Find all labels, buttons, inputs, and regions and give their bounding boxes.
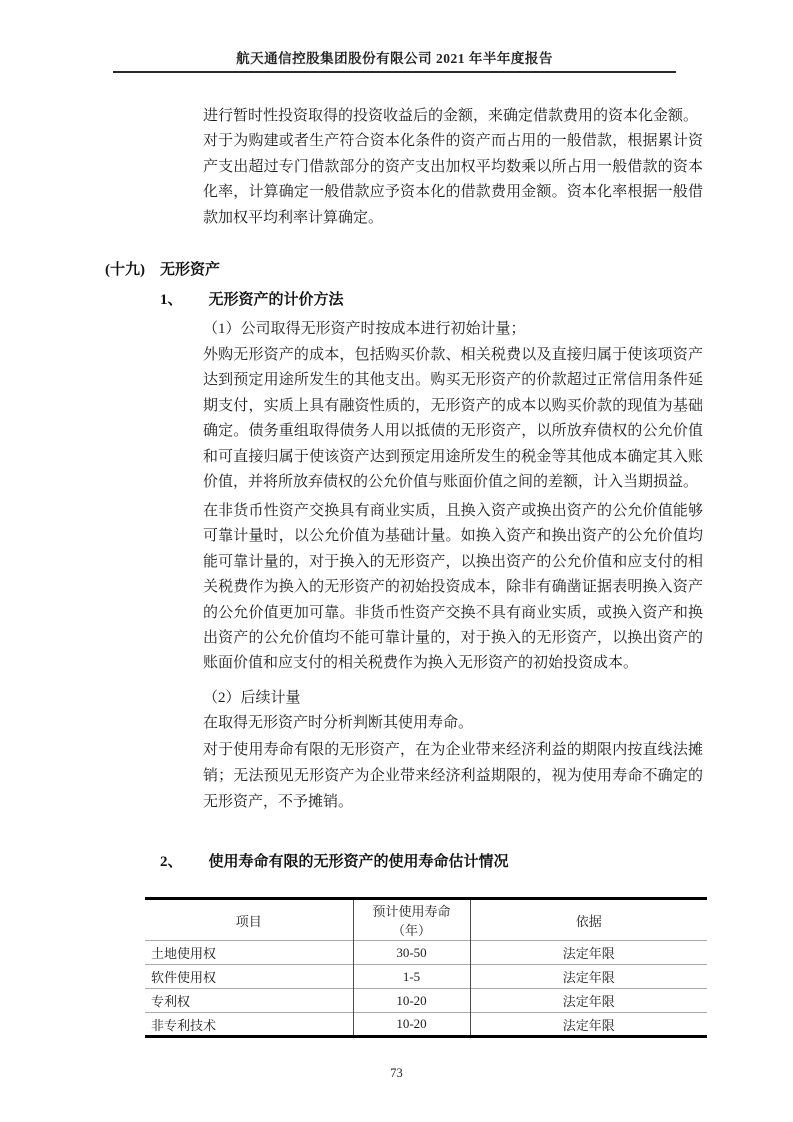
table-header-row xyxy=(145,899,707,941)
table-header-basis: 依据 xyxy=(470,899,707,941)
subitem-2-subsequent-measurement: （2）后续计量 xyxy=(203,690,301,706)
table-cell-life: 30-50 xyxy=(353,941,470,965)
table-cell-basis: 法定年限 xyxy=(470,965,707,989)
section-heading-19 xyxy=(105,258,220,279)
table-row xyxy=(145,941,707,965)
table-row xyxy=(145,989,707,1013)
table-cell-basis: 法定年限 xyxy=(470,989,707,1013)
heading-2-number: 2、 xyxy=(160,854,183,870)
table-cell-life: 1-5 xyxy=(353,965,470,989)
heading-item-1 xyxy=(160,288,344,309)
heading-2-title: 使用寿命有限的无形资产的使用寿命估计情况 xyxy=(208,854,509,870)
paragraph-useful-life-judgment: 在取得无形资产时分析判断其使用寿命。 xyxy=(203,715,474,731)
table-cell-life: 10-20 xyxy=(353,1013,470,1037)
paragraph-general-borrowings-text: 对于为购建或者生产符合资本化条件的资产而占用的一般借款，根据累计资产支出超过专门借款部分的资产支出加权平均数乘以所占用一般借款的资本化率，计算确定一般借款应予资本化的借款费用金额。资本化率根据一般借款加权平均利率计算确定。 xyxy=(203,133,703,226)
paragraph-borrowing-costs xyxy=(203,104,703,231)
table-cell-life: 10-20 xyxy=(353,989,470,1013)
table-cell-item: 土地使用权 xyxy=(145,941,353,965)
section-number: (十九) xyxy=(105,262,145,278)
header-rule xyxy=(113,71,676,73)
page-header-title: 航天通信控股集团股份有限公司 2021 年半年度报告 xyxy=(236,51,553,66)
table-cell-item: 专利权 xyxy=(145,989,353,1013)
useful-life-estimate-table xyxy=(145,897,707,1038)
table-row xyxy=(145,965,707,989)
table-row xyxy=(145,1013,707,1037)
paragraph-amortization-policy: 对于使用寿命有限的无形资产，在为企业带来经济利益的期限内按直线法摊销；无法预见无形资产为企业带来经济利益期限的，视为使用寿命不确定的无形资产，不予摊销。 xyxy=(203,742,703,810)
paragraph-carryover-text: 进行暂时性投资取得的投资收益后的金额，来确定借款费用的资本化金额。 xyxy=(203,108,699,124)
table-cell-basis: 法定年限 xyxy=(470,941,707,965)
paragraph-purchased-intangibles: 外购无形资产的成本，包括购买价款、相关税费以及直接归属于使该项资产达到预定用途所发生的其他支出。购买无形资产的价款超过正常信用条件延期支付，实质上具有融资性质的，无形资产的成本以购买价款的现值为基础确定。债务重组取得债务人用以抵债的无形资产，以所放弃债权的公允价值和可直接归属于使该资产达到预定用途所发生的税金等其他成本确定其入账价值，并将所放弃债权的公允价值与账面价值之间的差额，计入当期损益。 xyxy=(203,347,703,491)
heading-item-2 xyxy=(160,850,509,871)
paragraph-nonmonetary-exchange: 在非货币性资产交换具有商业实质，且换入资产或换出资产的公允价值能够可靠计量时，以公允价值为基础计量。如换入资产和换出资产的公允价值均能可靠计量的，对于换入的无形资产，以换出资产的公允价值和应支付的相关税费作为换入的无形资产的初始投资成本，除非有确凿证据表明换入资产的公允价值更加可靠。非货币性资产交换不具有商业实质，或换入资产和换出资产的公允价值均不能可靠计量的，对于换入的无形资产，以换出资产的账面价值和应支付的相关税费作为换入无形资产的初始投资成本。 xyxy=(203,503,703,672)
heading-1-number: 1、 xyxy=(160,292,183,308)
table-header-item: 项目 xyxy=(235,913,262,929)
table-cell-item: 软件使用权 xyxy=(145,965,353,989)
table-header-useful-life: 预计使用寿命（年） xyxy=(353,899,470,941)
table-cell-basis: 法定年限 xyxy=(470,1013,707,1037)
section-title: 无形资产 xyxy=(160,262,221,278)
table-cell-item: 非专利技术 xyxy=(145,1013,353,1037)
subitem-1-initial-measurement: （1）公司取得无形资产时按成本进行初始计量； xyxy=(203,321,526,337)
heading-1-title: 无形资产的计价方法 xyxy=(208,292,344,308)
footer-page-number: 73 xyxy=(390,1066,403,1080)
